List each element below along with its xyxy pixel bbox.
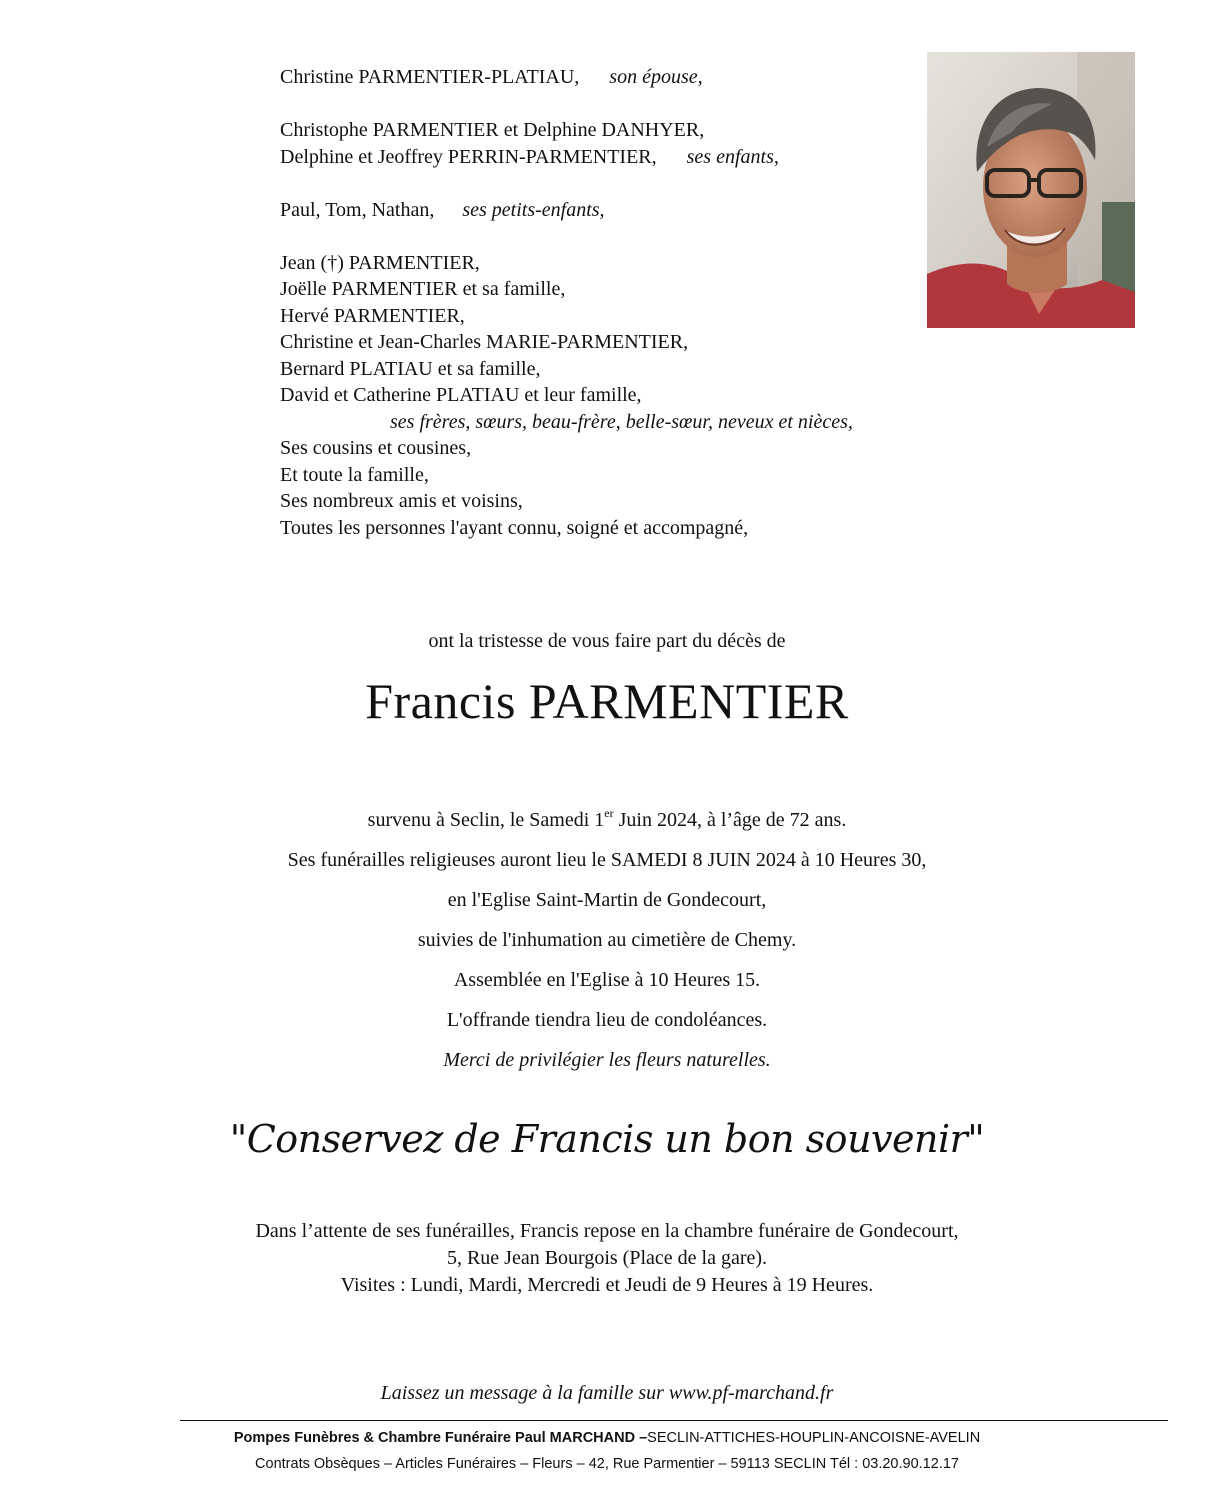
- assembly-line: Assemblée en l'Eglise à 10 Heures 15.: [453, 969, 761, 991]
- family-list: [280, 64, 853, 541]
- company-towns: SECLIN-ATTICHES-HOUPLIN-ANCOISNE-AVELIN: [647, 1430, 981, 1446]
- company-name: Pompes Funèbres & Chambre Funéraire Paul MARCHAND –: [233, 1430, 648, 1446]
- sibling-line: Joëlle PARMENTIER et sa famille,: [280, 278, 566, 300]
- funeral-details: [0, 800, 1214, 1080]
- church-line: en l'Eglise Saint-Martin de Gondecourt,: [447, 889, 767, 911]
- portrait-illustration: [927, 52, 1135, 328]
- children-role: ses enfants,: [686, 145, 779, 168]
- grandchildren-names: Paul, Tom, Nathan,: [280, 198, 435, 221]
- burial-line: suivies de l'inhumation au cimetière de Chemy.: [417, 929, 797, 951]
- repose-line: Dans l’attente de ses funérailles, Francis repose en la chambre funéraire de Gondecourt,: [255, 1220, 959, 1242]
- spacer: [280, 170, 853, 197]
- child-line: Christophe PARMENTIER et Delphine DANHYER,: [280, 119, 705, 141]
- sibling-line: Bernard PLATIAU et sa famille,: [280, 357, 541, 380]
- sibling-line: David et Catherine PLATIAU et leur famille,: [280, 384, 642, 406]
- visits-line: Visites : Lundi, Mardi, Mercredi et Jeudi de 9 Heures à 19 Heures.: [340, 1274, 874, 1296]
- child-name: Delphine et Jeoffrey PERRIN-PARMENTIER,: [280, 145, 657, 168]
- other-line: Ses cousins et cousines,: [280, 437, 472, 459]
- deceased-name: Francis PARMENTIER: [365, 673, 849, 729]
- ordinal-suffix: er: [604, 806, 614, 820]
- flowers-line: Merci de privilégier les fleurs naturelles.: [443, 1049, 771, 1071]
- portrait-photo: [927, 52, 1135, 328]
- footer-company: [0, 1430, 1214, 1446]
- other-line: Toutes les personnes l'ayant connu, soigné et accompagné,: [280, 516, 749, 539]
- sibling-line: Hervé PARMENTIER,: [280, 304, 465, 327]
- other-line: Et toute la famille,: [280, 463, 429, 486]
- offering-line: L'offrande tiendra lieu de condoléances.: [446, 1009, 768, 1031]
- footer-divider: [180, 1420, 1168, 1421]
- spouse-line: [280, 64, 853, 91]
- announcement-intro: ont la tristesse de vous faire part du décès de: [428, 630, 786, 652]
- spacer: [280, 223, 853, 250]
- footer-services: Contrats Obsèques – Articles Funéraires – Fleurs – 42, Rue Parmentier – 59113 SECLIN Tél : 03.20.90.12.17: [255, 1456, 959, 1472]
- other-line: Ses nombreux amis et voisins,: [280, 490, 523, 512]
- address-line: 5, Rue Jean Bourgois (Place de la gare).: [446, 1247, 768, 1269]
- spouse-name: Christine PARMENTIER-PLATIAU,: [280, 66, 580, 88]
- sibling-line: Christine et Jean-Charles MARIE-PARMENTIER,: [280, 331, 689, 353]
- message-link[interactable]: Laissez un message à la famille sur www.pf-marchand.fr: [380, 1382, 834, 1404]
- death-line: survenu à Seclin, le Samedi 1er Juin 2024, à l’âge de 72 ans.: [367, 806, 847, 831]
- memorial-quote: "Conservez de Francis un bon souvenir": [229, 1117, 985, 1161]
- grandchildren-role: ses petits-enfants,: [462, 198, 605, 221]
- sibling-line: Jean (†) PARMENTIER,: [280, 251, 480, 274]
- spouse-role: son épouse,: [609, 66, 703, 88]
- child-line: [280, 144, 853, 171]
- siblings-role: ses frères, sœurs, beau-frère, belle-sœur, neveux et nièces,: [390, 410, 853, 433]
- grandchildren-line: [280, 197, 853, 224]
- spacer: [280, 91, 853, 118]
- repose-info: [0, 1218, 1214, 1299]
- funeral-line: Ses funérailles religieuses auront lieu le SAMEDI 8 JUIN 2024 à 10 Heures 30,: [287, 849, 927, 871]
